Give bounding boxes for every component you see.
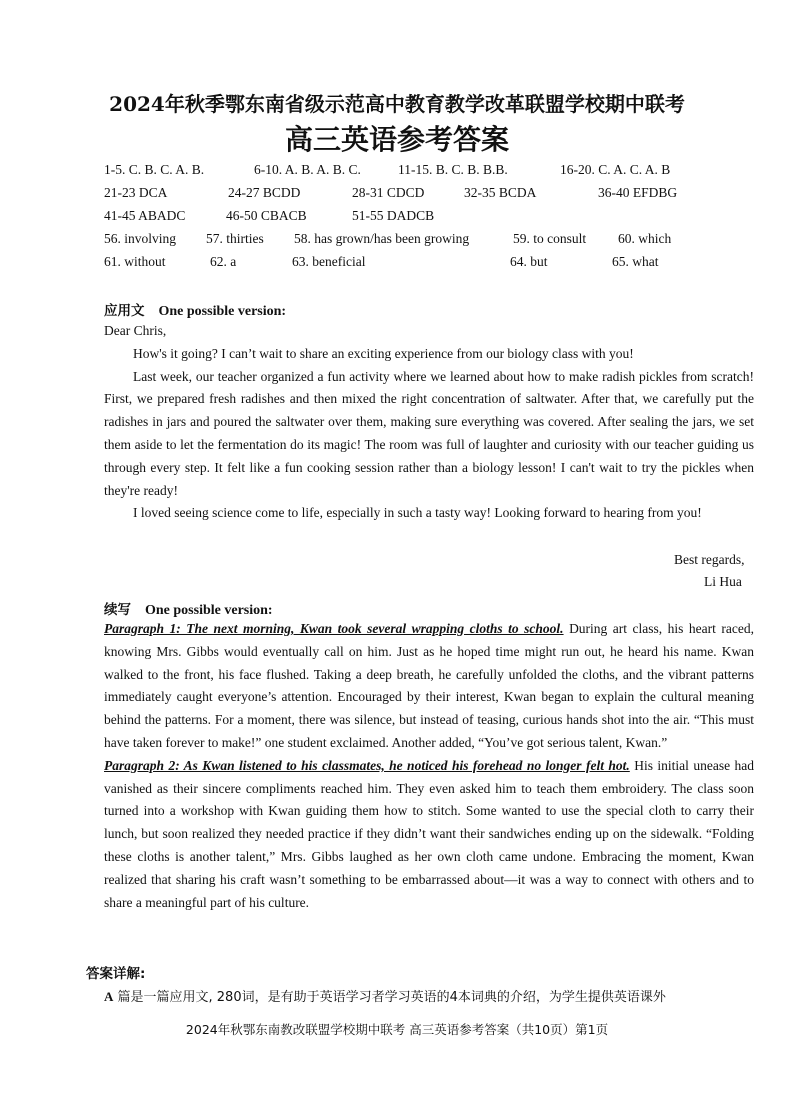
answer-group: 63. beneficial — [292, 254, 366, 269]
letter-signature: Li Hua — [704, 574, 742, 589]
letter-heading — [104, 299, 286, 320]
answer-group: 59. to consult — [513, 231, 587, 246]
answer-group: 1-5. C. B. C. A. B. — [104, 162, 205, 177]
letter-paragraph: I loved seeing science come to life, especially in such a tasty way! Looking forward to hearing from you! — [133, 505, 702, 521]
answer-group: 58. has grown/has been growing — [294, 231, 470, 246]
passage-description: 篇是一篇应用文, 280词，是有助于英语学习者学习英语的4本词典的介绍，为学生提供英语课外 — [113, 990, 666, 1005]
answer-group: 51-55 DADCB — [352, 208, 435, 223]
exam-title: 2024年秋季鄂东南省级示范高中教育教学改革联盟学校期中联考 — [109, 92, 685, 116]
passage-label: A — [104, 989, 114, 1004]
continuation-heading — [104, 598, 273, 619]
answer-group: 61. without — [104, 254, 166, 269]
answer-details-heading: 答案详解: — [86, 966, 146, 982]
answer-group: 64. but — [510, 254, 548, 269]
paragraph-1-body: During art class, his heart raced, knowing Mrs. Gibbs would eventually call on him. Just as he hoped time might run out, he heard his name. Kwan walked to the front, his face flushed. Taking a deep breath, he carefully unfolded the cloths, and the vibrant patterns immediately caught everyone’s attention. Encouraged by their interest, Kwan began to explain the cultural meaning behind the patterns. For a moment, there was silence, but instead of teasing, curious hands shot into the air. “This must have taken forever to make!” one student exclaimed. Another added, “You’ve got serious talent, Kwan.” — [104, 621, 754, 750]
answer-group: 36-40 EFDBG — [598, 185, 678, 200]
continuation-heading-cn: 续写 — [104, 602, 131, 618]
answer-key-title: 高三英语参考答案 — [284, 123, 509, 156]
continuation-paragraph-1 — [104, 618, 754, 755]
letter-greeting: Dear Chris, — [104, 323, 167, 338]
answer-group: 24-27 BCDD — [228, 185, 301, 200]
answer-group: 56. involving — [104, 231, 177, 246]
answer-group: 21-23 DCA — [104, 185, 168, 200]
answer-details-line — [104, 986, 784, 1005]
letter-paragraph: How's it going? I can’t wait to share an exciting experience from our biology class with you! — [133, 345, 634, 361]
letter-closing: Best regards, — [674, 552, 745, 567]
answer-group: 41-45 ABADC — [104, 208, 186, 223]
continuation-heading-en: One possible version: — [145, 603, 273, 618]
letter-heading-cn: 应用文 — [104, 303, 145, 319]
letter-heading-en: One possible version: — [158, 304, 287, 319]
page-footer: 2024年秋鄂东南教改联盟学校期中联考 高三英语参考答案（共10页）第1页 — [185, 1022, 609, 1037]
answer-group: 11-15. B. C. B. B.B. — [398, 162, 508, 177]
letter-paragraph: Last week, our teacher organized a fun activity where we learned about how to make radish pickles from scratch! First, we prepared fresh radishes and then mixed the right concentration of saltwater. After that, we carefully put the radishes in jars and poured the saltwater over them, making sure everything was covered. After sealing the jars, we set them aside to let the fermentation do its magic! The room was full of laughter and curiosity with our teacher guiding us through every step. It felt like a fun cooking session rather than a biology lesson! I can't wait to try the pickles when they're ready! — [104, 368, 754, 498]
answer-group: 32-35 BCDA — [464, 185, 537, 200]
answer-group: 62. a — [210, 254, 237, 269]
answer-group: 16-20. C. A. C. A. B — [560, 162, 671, 177]
answer-group: 60. which — [618, 231, 672, 246]
letter-body — [104, 320, 754, 525]
answer-group: 65. what — [612, 254, 659, 269]
continuation-body — [104, 618, 754, 914]
answer-group: 6-10. A. B. A. B. C. — [254, 162, 361, 177]
paragraph-1-lead: Paragraph 1: The next morning, Kwan took several wrapping cloths to school. — [104, 621, 564, 636]
answer-group: 28-31 CDCD — [352, 185, 425, 200]
answer-group: 57. thirties — [206, 231, 264, 246]
answer-group: 46-50 CBACB — [226, 208, 307, 223]
paragraph-2-body: His initial unease had vanished as their sincere compliments reached him. They even asked him to teach them embroidery. The class soon turned into a workshop with Kwan guiding them how to stitch. Some wanted to use the special cloth to carry their lunch, but soon realized they needed practice if they didn’t want their sandwiches ending up on the sidewalk. “Folding these cloths is another talent,” Mrs. Gibbs laughed as her own cloth came undone. Embracing the moment, Kwan realized that sharing his craft wasn’t something to be embarrassed about—it was a way to connect with others and to share a meaningful part of his culture. — [104, 757, 754, 910]
continuation-paragraph-2 — [104, 755, 754, 915]
paragraph-2-lead: Paragraph 2: As Kwan listened to his classmates, he noticed his forehead no longer felt hot. — [104, 757, 630, 773]
